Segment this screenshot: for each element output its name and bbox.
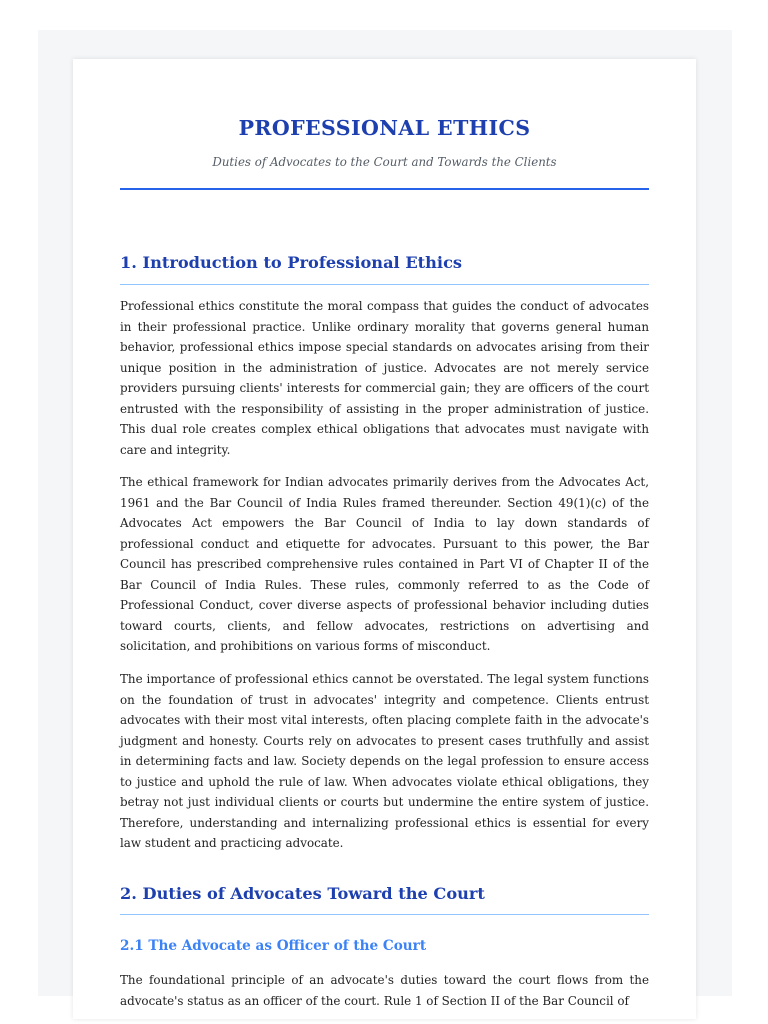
- document-viewer[interactable]: [38, 30, 732, 1008]
- title-divider: [120, 188, 649, 190]
- section-2-divider: [120, 914, 649, 915]
- section-2-heading: 2. Duties of Advocates Toward the Court: [120, 884, 485, 903]
- section-2-1-heading: 2.1 The Advocate as Officer of the Court: [120, 938, 427, 954]
- section-1-paragraph-3: The importance of professional ethics cannot be overstated. The legal system functions on the foundation of trust in advocates' integrity and competence. Clients entrust advocates with their most vital interests, often placing complete faith in the advocate's judgment and honesty. Courts rely on advocates to present cases truthfully and assist in determining facts and law. Society depends on the legal profession to ensure access to justice and uphold the rule of law. When advocates violate ethical obligations, they betray not just individual clients or courts but undermine the entire system of justice. Therefore, understanding and internalizing professional ethics is essential for every law student and practicing advocate.: [120, 672, 649, 850]
- section-2-1-paragraph-1: The foundational principle of an advocate's duties toward the court flows from the advocate's status as an officer of the court. Rule 1 of Section II of the Bar Council of: [120, 973, 649, 1008]
- section-1-paragraph-1: Professional ethics constitute the moral compass that guides the conduct of advocates in their professional practice. Unlike ordinary morality that governs general human behavior, professional ethics impose special standards on advocates arising from their unique position in the administration of justice. Advocates are not merely service providers pursuing clients' interests for commercial gain; they are officers of the court entrusted with the responsibility of assisting in the proper administration of justice. This dual role creates complex ethical obligations that advocates must navigate with care and integrity.: [120, 299, 649, 457]
- section-1-paragraph-2: The ethical framework for Indian advocates primarily derives from the Advocates Act, 1961 and the Bar Council of India Rules framed thereunder. Section 49(1)(c) of the Advocates Act empowers the Bar Council of India to lay down standards of professional conduct and etiquette for advocates. Pursuant to this power, the Bar Council has prescribed comprehensive rules contained in Part VI of Chapter II of the Bar Council of India Rules. These rules, commonly referred to as the Code of Professional Conduct, cover diverse aspects of professional behavior including duties toward courts, clients, and fellow advocates, restrictions on advertising and solicitation, and prohibitions on various forms of misconduct.: [120, 475, 649, 653]
- document-page: [73, 59, 696, 1019]
- document-subtitle: Duties of Advocates to the Court and Towards the Clients: [212, 155, 557, 169]
- section-1-divider: [120, 284, 649, 285]
- section-1-heading: 1. Introduction to Professional Ethics: [120, 253, 463, 272]
- document-title: PROFESSIONAL ETHICS: [238, 116, 531, 140]
